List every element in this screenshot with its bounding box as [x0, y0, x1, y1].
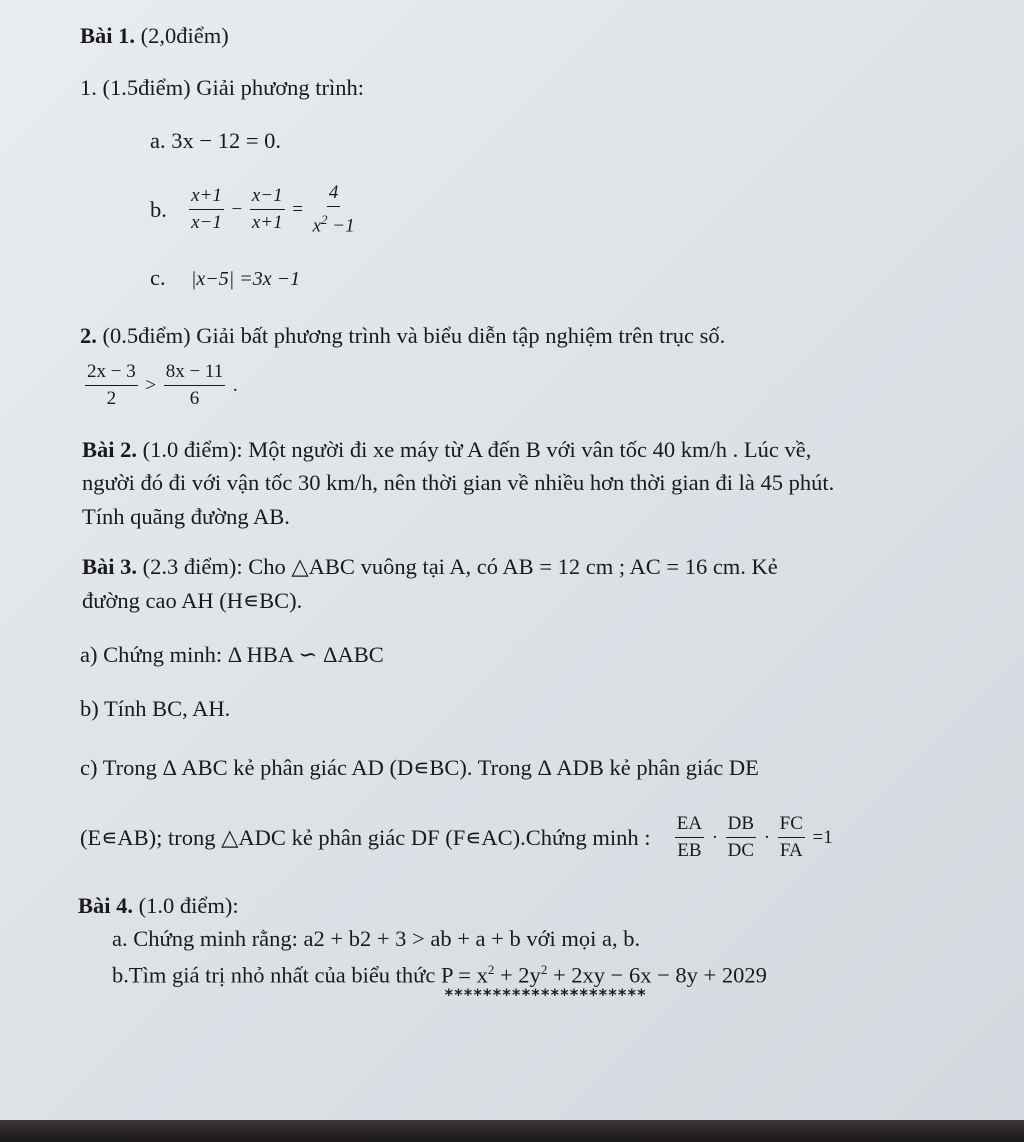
q2-heading	[80, 322, 725, 350]
bai3-dot-1: ·	[711, 826, 719, 848]
bai3-fraction-fc-fa	[778, 813, 805, 862]
q1b-fraction-3	[311, 182, 357, 237]
bai4-points: (1.0 điểm):	[138, 893, 239, 918]
q1a	[150, 127, 281, 155]
q2-text: (0.5điểm) Giải bất phương trình và biểu diễn tập nghiệm trên trục số.	[102, 323, 726, 348]
bai3-line1-text: (2.3 điểm): Cho △ABC vuông tại A, có AB = 12 cm ; AC = 16 cm. Kẻ	[137, 554, 778, 579]
q2-inequality	[84, 354, 239, 416]
bai3-dot-2: ·	[763, 826, 771, 848]
bai3-b: b) Tính BC, AH.	[80, 696, 231, 721]
q1a-equation: 3x − 12 = 0.	[171, 128, 282, 153]
end-stars-divider: *********************	[444, 988, 647, 1002]
q2-number: 2.	[80, 323, 97, 348]
bai3-c2-text: (E∊AB); trong △ADC kẻ phân giác DF (F∊AC).Chứng minh :	[80, 824, 651, 850]
bai3-f1-num: EA	[675, 813, 704, 838]
q1-heading	[80, 74, 364, 102]
q1b-f3-den	[311, 207, 357, 237]
q2-fraction-2	[164, 361, 226, 410]
bai4-a: a. Chứng minh rằng: a2 + b2 + 3 > ab + a + b với mọi a, b.	[112, 926, 641, 951]
q2-f1-num: 2x − 3	[85, 361, 138, 386]
q1b-f2-den: x+1	[251, 212, 283, 234]
bai3-c1: c) Trong Δ ABC kẻ phân giác AD (D∊BC). Trong Δ ADB kẻ phân giác DE	[80, 755, 759, 780]
q1b-f3-den-base: x	[312, 215, 322, 237]
bai4-b	[112, 956, 767, 990]
q1a-label: a.	[150, 128, 166, 153]
bai4-b-sup1: 2	[487, 962, 495, 977]
q1b-f3-num: 4	[327, 182, 341, 207]
bai4-b-post: + 2xy − 6x − 8y + 2029	[547, 962, 767, 988]
q1c-label: c.	[150, 265, 166, 290]
bai3-f1-den: EB	[677, 840, 702, 862]
bai3-fraction-ea-eb	[675, 813, 704, 862]
q2-f1-den: 2	[106, 388, 117, 410]
q2-f2-num: 8x − 11	[164, 361, 226, 386]
q2-fraction-1	[85, 361, 138, 410]
bai2-line1	[82, 436, 811, 464]
table-edge	[0, 1120, 1024, 1142]
q1b-f1-den: x−1	[191, 212, 222, 234]
bai3-c2	[80, 806, 834, 868]
bai1-title: Bài 1.	[80, 23, 136, 48]
q1c	[150, 264, 300, 293]
bai3-a: a) Chứng minh: Δ HBA ∽ ΔABC	[80, 642, 384, 667]
q1b-f1-num: x+1	[189, 185, 224, 210]
bai3-line1	[82, 553, 778, 581]
bai3-f2-den: DC	[727, 840, 755, 862]
q1b-fraction-1	[189, 185, 224, 234]
q1b-f3-den-rest: −1	[327, 215, 355, 237]
bai4-b-pre: b.Tìm giá trị nhỏ nhất của biểu thức P = x	[112, 962, 488, 988]
q1c-equation: |x−5| =3x −1	[190, 268, 301, 290]
bai2-line2: người đó đi với vận tốc 30 km/h, nên thời gian về nhiều hơn thời gian đi là 45 phút.	[82, 470, 835, 495]
bai4-heading	[78, 892, 239, 920]
bai2-line3: Tính quãng đường AB.	[82, 504, 290, 529]
bai3-f2-num: DB	[726, 813, 756, 838]
q1b-minus: −	[231, 198, 243, 220]
q1-number: 1.	[80, 75, 97, 100]
bai4-title: Bài 4.	[78, 893, 134, 918]
bai1-points: (2,0điểm)	[140, 23, 229, 48]
q2-period: .	[232, 374, 238, 396]
q1b-fraction-2	[250, 185, 285, 234]
q2-f2-den: 6	[189, 388, 200, 410]
bai4-b-sup2: 2	[540, 962, 548, 977]
q1b-equals: =	[292, 198, 303, 220]
bai3-f3-den: FA	[779, 840, 803, 862]
q1b-f2-num: x−1	[250, 185, 285, 210]
bai3-fraction-db-dc	[726, 813, 756, 862]
bai4-b-mid: + 2y	[494, 962, 541, 988]
q1-text: (1.5điểm) Giải phương trình:	[102, 75, 365, 100]
q1b-f3-den-sup: 2	[321, 212, 328, 228]
bai2-title: Bài 2.	[82, 437, 138, 462]
q2-greater: >	[145, 374, 157, 396]
bai2-line1-text: (1.0 điểm): Một người đi xe máy từ A đến B với vân tốc 40 km/h . Lúc về,	[137, 437, 812, 462]
bai3-equals-one: =1	[812, 826, 833, 848]
q1b-label: b.	[150, 196, 167, 222]
bai3-title: Bài 3.	[82, 554, 138, 579]
q1b	[150, 178, 358, 240]
bai1-heading	[80, 22, 229, 50]
bai3-f3-num: FC	[778, 813, 805, 838]
bai3-line2: đường cao AH (H∊BC).	[82, 588, 303, 613]
